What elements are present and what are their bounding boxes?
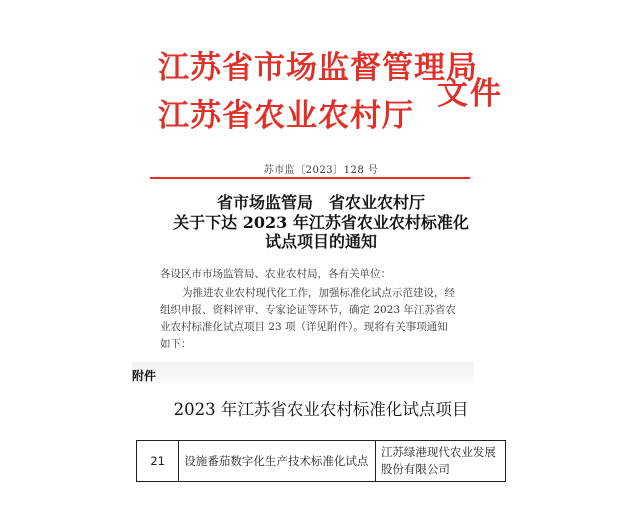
body-paragraph [160, 285, 492, 353]
responsible-unit: 江苏绿港现代农业发展股份有限公司 [375, 441, 505, 482]
project-name: 设施番茄数字化生产技术标准化试点 [179, 441, 376, 482]
notice-title-line-2: 关于下达 2023 年江苏省农业农村标准化 [173, 213, 469, 232]
paragraph-line: 业农村标准化试点项目 23 项（详见附件）。现将有关事项通知 [160, 321, 448, 333]
page-fold-shadow [132, 362, 474, 384]
paragraph-line: 如下： [160, 338, 192, 350]
table-row [137, 441, 506, 482]
paragraph-line: 为推进农业农村现代化工作，加强标准化试点示范建设，经 [182, 287, 455, 299]
document-number: 苏市监〔2023〕128 号 [263, 165, 379, 176]
notice-title-line-1: 省市场监管局 省农业农村厅 [216, 193, 425, 212]
notice-title-line-3: 试点项目的通知 [264, 232, 377, 251]
document-type-label: 文件 [437, 76, 503, 112]
red-divider-line [150, 177, 470, 179]
issuer-line-1: 江苏省市场监督管理局 [158, 50, 478, 86]
paragraph-line: 组织申报、资料评审、专家论证等环节，确定 2023 年江苏省农 [160, 304, 456, 316]
issuer-line-2: 江苏省农业农村厅 [158, 98, 414, 134]
attachment-title: 2023 年江苏省农业农村标准化试点项目 [173, 400, 469, 419]
attachment-label: 附件 [132, 369, 157, 383]
row-number: 21 [137, 441, 179, 482]
project-table [136, 440, 506, 482]
addressee: 各设区市市场监管局、农业农村局，各有关单位： [160, 268, 391, 280]
